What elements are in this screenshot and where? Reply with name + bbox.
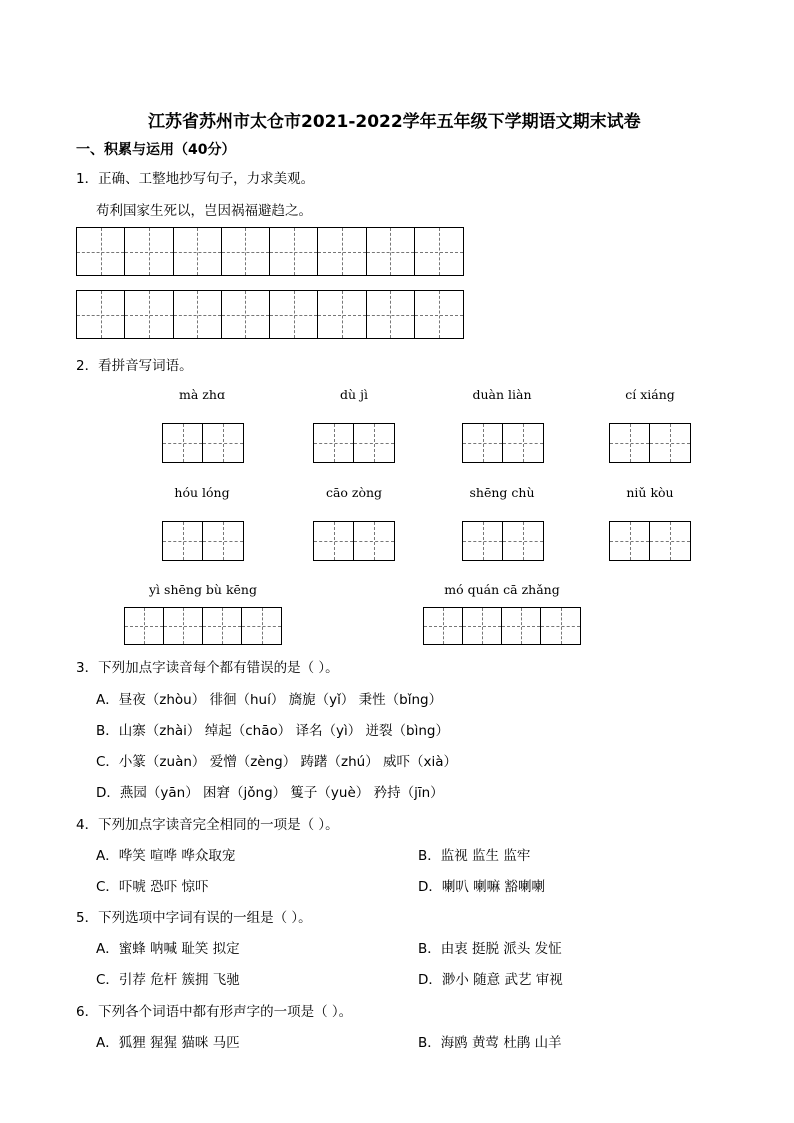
question-5-label: 5．下列选项中字词有误的一组是（ ）。 <box>76 910 312 926</box>
question-3-label: 3．下列加点字读音每个都有错误的是（ ）。 <box>76 660 339 676</box>
pinyin-answer-grid[interactable] <box>609 423 691 463</box>
pinyin-answer-grid[interactable] <box>313 423 395 463</box>
pinyin-label: yì shēng bù kēng <box>149 582 257 597</box>
pinyin-answer-grid[interactable] <box>462 521 544 561</box>
question-5-option-a[interactable]: A．蜜蜂 呐喊 耻笑 拟定 <box>96 941 240 957</box>
question-3-option-d[interactable]: D．燕园（yān） 困窘（jǒng） 篗子（yuè） 矜持（jīn） <box>96 785 444 801</box>
question-4-option-a[interactable]: A．哗笑 喧哗 哗众取宠 <box>96 848 236 864</box>
question-4-option-b[interactable]: B．监视 监生 监牢 <box>418 848 531 864</box>
question-4-option-d[interactable]: D．喇叭 喇嘛 豁喇喇 <box>418 879 545 895</box>
pinyin-answer-grid[interactable] <box>162 521 244 561</box>
pinyin-label: niǔ kòu <box>626 485 674 500</box>
pinyin-answer-grid[interactable] <box>462 423 544 463</box>
pinyin-label: shēng chù <box>469 485 535 500</box>
pinyin-label: hóu lóng <box>174 485 230 500</box>
pinyin-answer-grid[interactable] <box>313 521 395 561</box>
question-5-option-b[interactable]: B．由衷 挺脱 派头 发怔 <box>418 941 562 957</box>
question-6-option-a[interactable]: A．狐狸 猩猩 猫咪 马匹 <box>96 1035 240 1051</box>
pinyin-answer-grid[interactable] <box>162 423 244 463</box>
question-5-option-c[interactable]: C．引荐 危杆 簇拥 飞驰 <box>96 972 240 988</box>
pinyin-label: dù jì <box>340 387 368 402</box>
section-heading: 一、积累与运用（40分） <box>76 142 236 158</box>
pinyin-answer-grid[interactable] <box>609 521 691 561</box>
writing-grid-row-1[interactable] <box>76 227 464 276</box>
question-3-option-a[interactable]: A．昼夜（zhòu） 徘徊（huí） 旖旎（yǐ） 秉性（bǐng） <box>96 692 443 708</box>
question-4-option-c[interactable]: C．吓唬 恐吓 惊吓 <box>96 879 209 895</box>
pinyin-answer-grid[interactable] <box>423 607 581 645</box>
pinyin-label: cí xiáng <box>625 387 675 402</box>
question-1-sentence: 苟利国家生死以，岂因祸福避趋之。 <box>96 203 312 219</box>
question-2-label: 2．看拼音写词语。 <box>76 358 193 374</box>
question-1-label: 1．正确、工整地抄写句子，力求美观。 <box>76 171 315 187</box>
pinyin-label: cāo zòng <box>325 485 383 500</box>
question-5-option-d[interactable]: D．渺小 随意 武艺 审视 <box>418 972 563 988</box>
pinyin-label: mà zhɑ <box>179 387 225 402</box>
question-6-label: 6．下列各个词语中都有形声字的一项是（ ）。 <box>76 1004 353 1020</box>
writing-grid-row-2[interactable] <box>76 290 464 339</box>
question-4-label: 4．下列加点字读音完全相同的一项是（ ）。 <box>76 817 339 833</box>
pinyin-label: duàn liàn <box>472 387 532 402</box>
pinyin-label: mó quán cā zhǎng <box>444 582 560 597</box>
question-3-option-c[interactable]: C．小篆（zuàn） 爱憎（zèng） 踌躇（zhú） 威吓（xià） <box>96 754 457 770</box>
pinyin-answer-grid[interactable] <box>124 607 282 645</box>
question-3-option-b[interactable]: B．山寨（zhài） 绰起（chāo） 译名（yì） 迸裂（bìng） <box>96 723 449 739</box>
question-6-option-b[interactable]: B．海鸥 黄莺 杜鹃 山羊 <box>418 1035 562 1051</box>
page-title: 江苏省苏州市太仓市2021-2022学年五年级下学期语文期末试卷 <box>148 112 641 132</box>
